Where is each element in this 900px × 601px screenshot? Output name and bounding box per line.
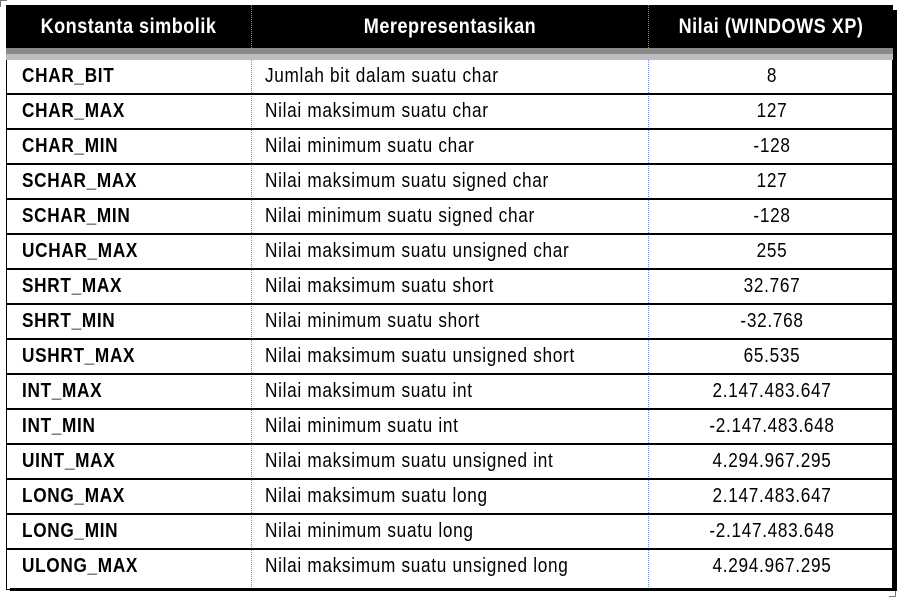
cell-constant: SCHAR_MIN — [22, 205, 131, 227]
header-value: Nilai (WINDOWS XP) — [678, 15, 864, 38]
table-body — [6, 60, 893, 583]
table-row — [6, 340, 893, 375]
cell-constant: CHAR_MIN — [22, 135, 119, 157]
cell-description: Nilai minimum suatu short — [265, 310, 481, 332]
cell-value: -2.147.483.648 — [709, 520, 835, 542]
header-divider — [251, 5, 253, 48]
cell-value: 32.767 — [743, 275, 801, 297]
table-row — [6, 95, 893, 130]
cell-value: 2.147.483.647 — [712, 485, 832, 507]
cell-constant: UCHAR_MAX — [22, 240, 139, 262]
table-row — [6, 165, 893, 200]
header-constant: Konstanta simbolik — [40, 15, 217, 38]
table-row — [6, 480, 893, 515]
cell-description: Nilai maksimum suatu short — [265, 275, 495, 297]
table-shadow-right — [893, 10, 897, 590]
table-row — [6, 550, 893, 583]
cell-constant: SHRT_MAX — [22, 275, 123, 297]
table-row — [6, 130, 893, 165]
cell-constant: ULONG_MAX — [22, 555, 139, 577]
table-row — [6, 410, 893, 445]
cell-value: 8 — [766, 65, 778, 87]
cell-constant: CHAR_MAX — [22, 100, 125, 122]
cell-description: Nilai maksimum suatu int — [265, 380, 473, 402]
cell-description: Nilai maksimum suatu unsigned char — [265, 240, 570, 262]
cell-value: 4.294.967.295 — [712, 450, 832, 472]
cell-description: Nilai minimum suatu long — [265, 520, 474, 542]
cell-description: Nilai maksimum suatu char — [265, 100, 489, 122]
cell-value: 127 — [756, 170, 788, 192]
table-row — [6, 515, 893, 550]
cell-description: Nilai minimum suatu int — [265, 415, 459, 437]
cell-constant: INT_MIN — [22, 415, 96, 437]
cell-description: Nilai maksimum suatu unsigned short — [265, 345, 575, 367]
cell-value: -128 — [753, 205, 791, 227]
cell-value: 255 — [756, 240, 788, 262]
cell-value: 4.294.967.295 — [712, 555, 832, 577]
selection-handle-bottom-right — [889, 590, 896, 597]
cell-value: -32.768 — [740, 310, 804, 332]
table-row — [6, 235, 893, 270]
table-row — [6, 375, 893, 410]
cell-description: Jumlah bit dalam suatu char — [265, 65, 499, 87]
cell-constant: CHAR_BIT — [22, 65, 115, 87]
cell-value: 65.535 — [743, 345, 801, 367]
header-represents: Merepresentasikan — [363, 15, 537, 38]
cell-description: Nilai minimum suatu signed char — [265, 205, 535, 227]
header-divider — [648, 5, 650, 48]
cell-description: Nilai maksimum suatu unsigned int — [265, 450, 554, 472]
cell-value: 127 — [756, 100, 788, 122]
cell-value: -128 — [753, 135, 791, 157]
table-header — [6, 5, 893, 48]
cell-description: Nilai maksimum suatu signed char — [265, 170, 549, 192]
cell-constant: SHRT_MIN — [22, 310, 116, 332]
table-row — [6, 445, 893, 480]
cell-constant: UINT_MAX — [22, 450, 116, 472]
table-row — [6, 305, 893, 340]
table-row — [6, 200, 893, 235]
cell-constant: LONG_MAX — [22, 485, 125, 507]
cell-description: Nilai maksimum suatu unsigned long — [265, 555, 569, 577]
cell-value: 2.147.483.647 — [712, 380, 832, 402]
cell-constant: USHRT_MAX — [22, 345, 136, 367]
cell-constant: INT_MAX — [22, 380, 103, 402]
cell-constant: SCHAR_MAX — [22, 170, 138, 192]
table-row — [6, 60, 893, 95]
cell-description: Nilai maksimum suatu long — [265, 485, 488, 507]
cell-constant: LONG_MIN — [22, 520, 119, 542]
cell-description: Nilai minimum suatu char — [265, 135, 475, 157]
table-row — [6, 270, 893, 305]
cell-value: -2.147.483.648 — [709, 415, 835, 437]
